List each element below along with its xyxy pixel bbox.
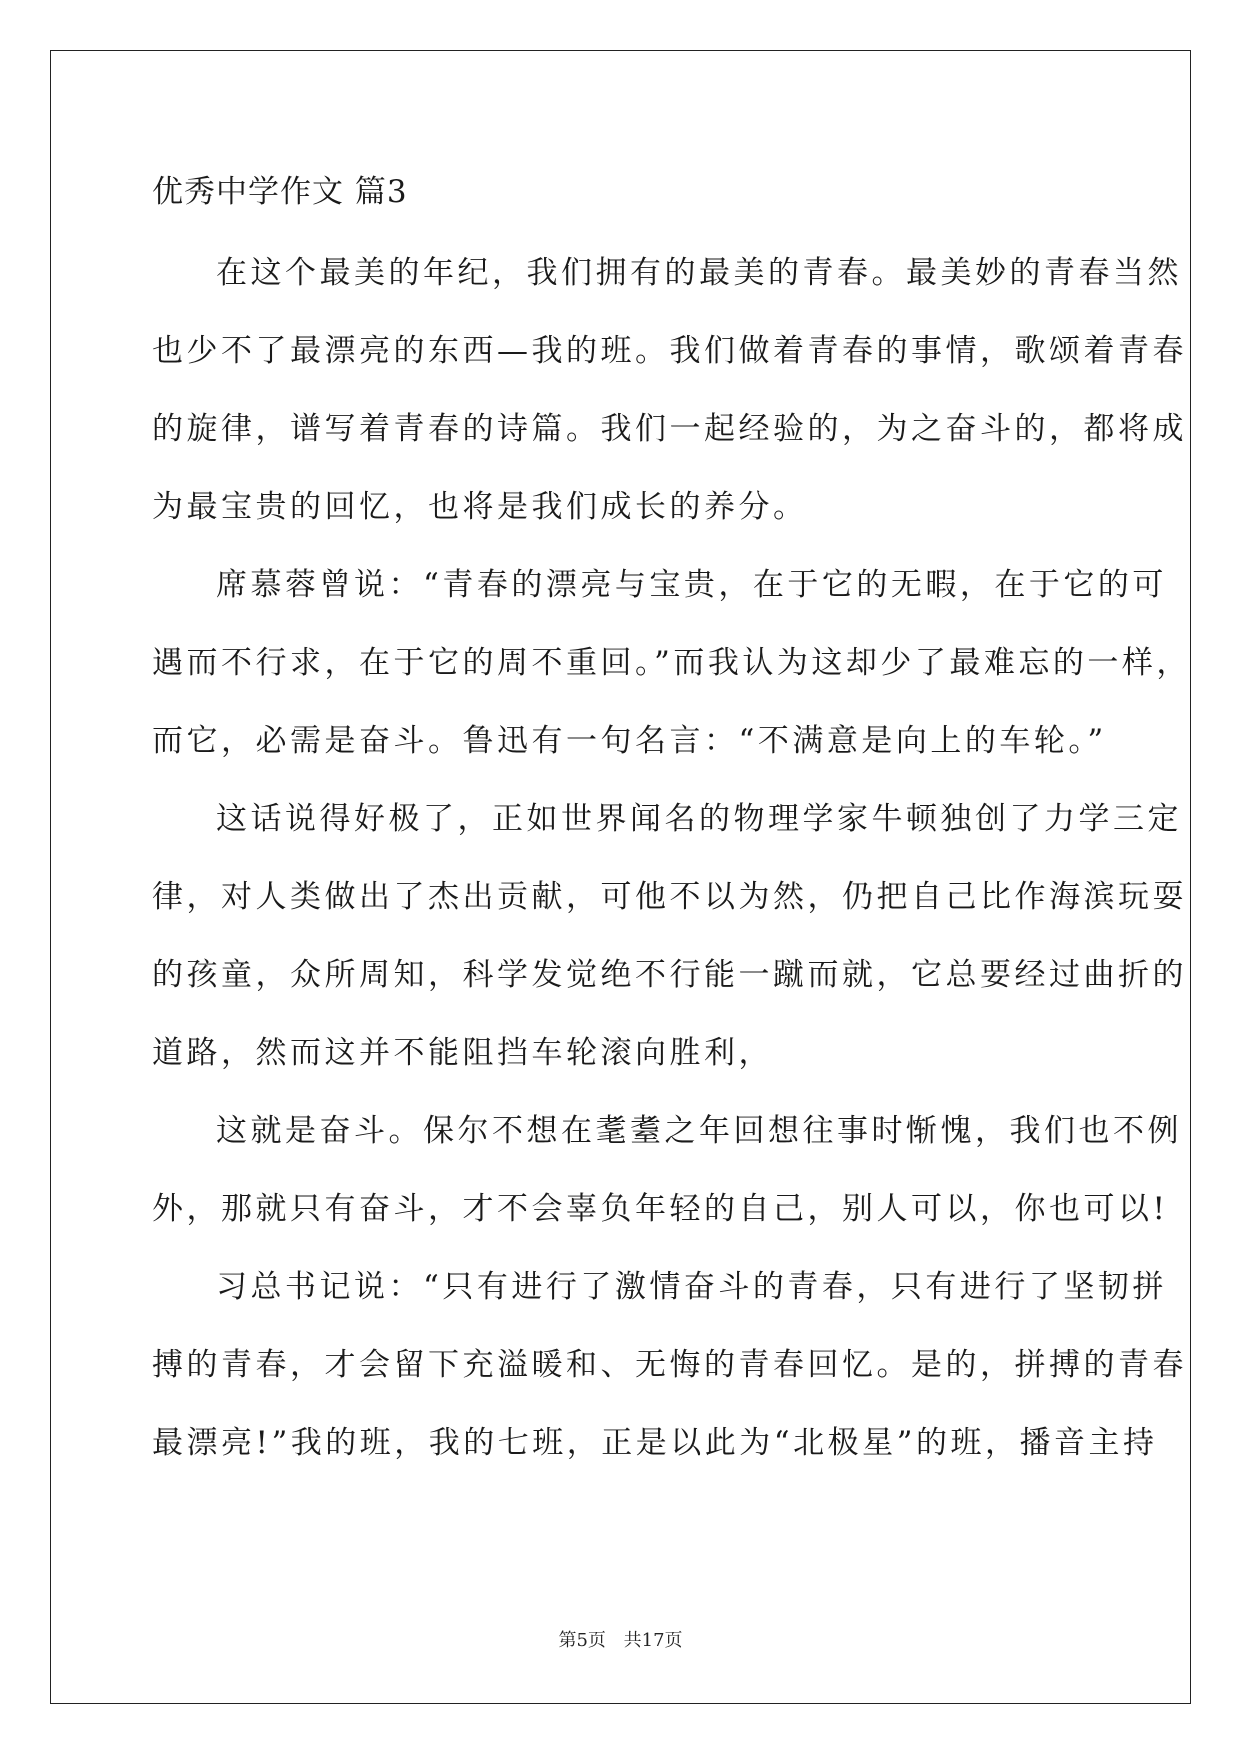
document-body: [152, 160, 1191, 1482]
text-line: 这就是奋斗。保尔不想在耄耋之年回想往事时惭愧，我们也不例: [216, 1113, 1182, 1149]
text-line: 的旋律，谱写着青春的诗篇。我们一起经验的，为之奋斗的，都将成: [152, 411, 1187, 447]
text-line: 而它，必需是奋斗。鲁迅有一句名言：“不满意是向上的车轮。”: [152, 723, 1107, 759]
text-line: 在这个最美的年纪，我们拥有的最美的青春。最美妙的青春当然: [216, 255, 1182, 291]
page-number: 第5页: [558, 1630, 606, 1651]
text-line: 的孩童，众所周知，科学发觉绝不行能一蹴而就，它总要经过曲折的: [152, 957, 1187, 993]
paragraph-2: [152, 546, 1191, 780]
paragraph-4: [152, 1092, 1182, 1248]
paragraph-1: [152, 234, 1187, 546]
text-line: 外，那就只有奋斗，才不会辜负年轻的自己，别人可以，你也可以!: [152, 1191, 1169, 1227]
text-line: 这话说得好极了，正如世界闻名的物理学家牛顿独创了力学三定: [216, 801, 1182, 837]
paragraph-5: [152, 1248, 1187, 1482]
page-footer: [0, 1626, 1241, 1652]
text-line: 习总书记说：“只有进行了激情奋斗的青春，只有进行了坚韧拼: [216, 1269, 1167, 1305]
text-line: 道路，然而这并不能阻挡车轮滚向胜利，: [152, 1035, 773, 1071]
text-line: 为最宝贵的回忆，也将是我们成长的养分。: [152, 489, 808, 525]
text-line: 最漂亮!”我的班，我的七班，正是以此为“北极星”的班，播音主持: [152, 1425, 1158, 1461]
text-line: 也少不了最漂亮的东西—我的班。我们做着青春的事情，歌颂着青春: [152, 333, 1187, 369]
page-title: 优秀中学作文 篇3: [152, 174, 408, 210]
paragraph-3: [152, 780, 1187, 1092]
text-line: 遇而不行求，在于它的周不重回。”而我认为这却少了最难忘的一样，: [152, 645, 1191, 681]
text-line: 律，对人类做出了杰出贡献，可他不以为然，仍把自己比作海滨玩耍: [152, 879, 1187, 915]
text-line: 席慕蓉曾说：“青春的漂亮与宝贵，在于它的无暇，在于它的可: [216, 567, 1167, 603]
page-total: 共17页: [623, 1630, 683, 1651]
text-line: 搏的青春，才会留下充溢暖和、无悔的青春回忆。是的，拼搏的青春: [152, 1347, 1187, 1383]
